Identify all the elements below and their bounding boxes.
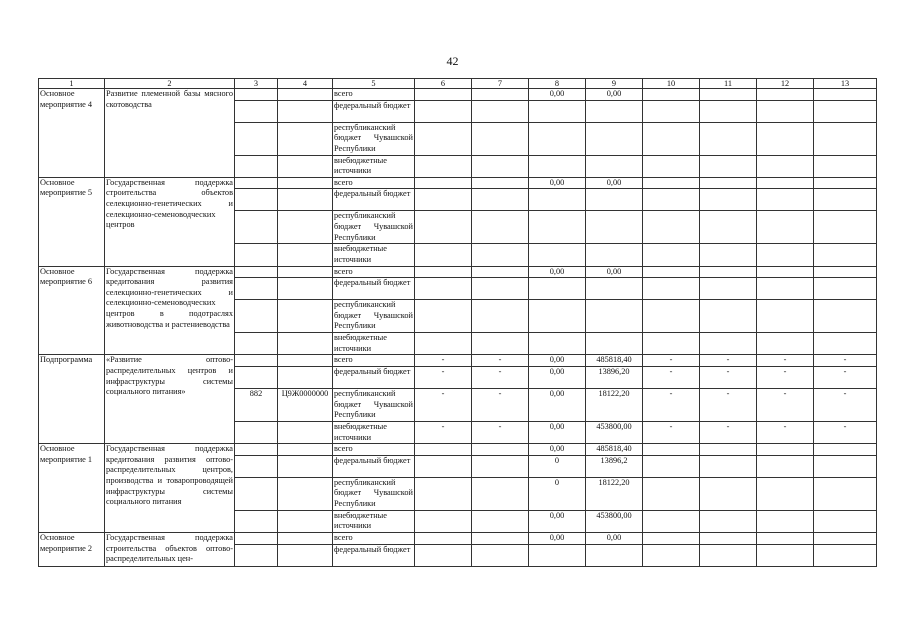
budget-code-csr: [278, 300, 333, 333]
value-cell: -: [643, 366, 700, 388]
value-cell: [700, 477, 757, 510]
value-cell: 453800,00: [586, 421, 643, 443]
col-header: 10: [643, 79, 700, 89]
value-cell: [700, 177, 757, 189]
value-cell: [757, 300, 814, 333]
budget-code-grbs: 882: [235, 388, 278, 421]
value-cell: [643, 189, 700, 211]
value-cell: -: [757, 421, 814, 443]
funding-source: внебюджетные источники: [333, 333, 415, 355]
value-cell: -: [472, 366, 529, 388]
budget-code-csr: [278, 155, 333, 177]
value-cell: [643, 532, 700, 544]
value-cell: [814, 211, 877, 244]
measure-title: «Развитие оптово-распределительных центров и инфраструктуры системы социального питания»: [105, 355, 235, 444]
value-cell: -: [814, 421, 877, 443]
value-cell: [415, 278, 472, 300]
budget-code-csr: Ц9Ж0000000: [278, 388, 333, 421]
value-cell: [586, 155, 643, 177]
budget-code-grbs: [235, 421, 278, 443]
value-cell: [643, 244, 700, 266]
col-header: 7: [472, 79, 529, 89]
value-cell: -: [472, 388, 529, 421]
value-cell: [757, 189, 814, 211]
value-cell: [700, 300, 757, 333]
budget-code-grbs: [235, 177, 278, 189]
value-cell: [643, 177, 700, 189]
value-cell: [415, 100, 472, 122]
value-cell: [529, 100, 586, 122]
value-cell: [700, 122, 757, 155]
value-cell: [643, 333, 700, 355]
measure-title: Государственная поддержка строительства объектов селекционно-генетических и селекционно-семеноводческих центров: [105, 177, 235, 266]
funding-source: всего: [333, 355, 415, 367]
funding-source: федеральный бюджет: [333, 189, 415, 211]
value-cell: [700, 278, 757, 300]
value-cell: [814, 333, 877, 355]
value-cell: [472, 89, 529, 101]
value-cell: [700, 89, 757, 101]
budget-code-grbs: [235, 266, 278, 278]
value-cell: [472, 266, 529, 278]
value-cell: 485818,40: [586, 355, 643, 367]
value-cell: [586, 300, 643, 333]
value-cell: [472, 544, 529, 566]
col-header: 12: [757, 79, 814, 89]
budget-code-grbs: [235, 544, 278, 566]
value-cell: [472, 455, 529, 477]
value-cell: [700, 244, 757, 266]
value-cell: -: [472, 421, 529, 443]
value-cell: [643, 211, 700, 244]
value-cell: [757, 532, 814, 544]
funding-source: федеральный бюджет: [333, 100, 415, 122]
value-cell: [643, 278, 700, 300]
value-cell: -: [700, 355, 757, 367]
value-cell: [757, 100, 814, 122]
value-cell: [472, 122, 529, 155]
value-cell: [415, 333, 472, 355]
funding-source: всего: [333, 177, 415, 189]
value-cell: [814, 244, 877, 266]
budget-code-csr: [278, 266, 333, 278]
value-cell: [472, 532, 529, 544]
value-cell: [643, 122, 700, 155]
funding-source: федеральный бюджет: [333, 366, 415, 388]
budget-code-grbs: [235, 300, 278, 333]
value-cell: [643, 100, 700, 122]
value-cell: -: [415, 366, 472, 388]
value-cell: [529, 278, 586, 300]
value-cell: [643, 444, 700, 456]
funding-source: республиканский бюджет Чувашской Республики: [333, 211, 415, 244]
value-cell: [415, 300, 472, 333]
col-header: 8: [529, 79, 586, 89]
budget-code-grbs: [235, 155, 278, 177]
measure-name: Основное мероприятие 6: [39, 266, 105, 355]
budget-code-csr: [278, 89, 333, 101]
value-cell: -: [814, 366, 877, 388]
measure-name: Основное мероприятие 5: [39, 177, 105, 266]
value-cell: [757, 244, 814, 266]
value-cell: [529, 300, 586, 333]
value-cell: [586, 189, 643, 211]
measure-name: Основное мероприятие 4: [39, 89, 105, 178]
col-header: 5: [333, 79, 415, 89]
budget-code-csr: [278, 100, 333, 122]
value-cell: [643, 89, 700, 101]
budget-code-csr: [278, 532, 333, 544]
column-number-row: [39, 79, 877, 89]
value-cell: [415, 477, 472, 510]
value-cell: [814, 278, 877, 300]
value-cell: [586, 544, 643, 566]
value-cell: [586, 122, 643, 155]
value-cell: -: [643, 388, 700, 421]
funding-source: республиканский бюджет Чувашской Республики: [333, 300, 415, 333]
funding-source: всего: [333, 532, 415, 544]
value-cell: [757, 266, 814, 278]
value-cell: [529, 189, 586, 211]
value-cell: [472, 100, 529, 122]
table-row: [39, 532, 877, 544]
col-header: 13: [814, 79, 877, 89]
value-cell: [415, 189, 472, 211]
value-cell: [529, 244, 586, 266]
value-cell: [757, 278, 814, 300]
value-cell: [472, 300, 529, 333]
table-row: [39, 177, 877, 189]
budget-code-csr: [278, 177, 333, 189]
table-row: [39, 89, 877, 101]
value-cell: 485818,40: [586, 444, 643, 456]
measure-name: Основное мероприятие 1: [39, 444, 105, 533]
value-cell: [586, 333, 643, 355]
value-cell: 0,00: [529, 388, 586, 421]
value-cell: [814, 100, 877, 122]
col-header: 11: [700, 79, 757, 89]
budget-code-grbs: [235, 122, 278, 155]
value-cell: [415, 177, 472, 189]
value-cell: [814, 266, 877, 278]
value-cell: 0,00: [529, 177, 586, 189]
value-cell: [415, 122, 472, 155]
value-cell: [814, 510, 877, 532]
funding-source: республиканский бюджет Чувашской Республики: [333, 122, 415, 155]
budget-code-grbs: [235, 444, 278, 456]
col-header: 1: [39, 79, 105, 89]
value-cell: [643, 155, 700, 177]
measure-title: Государственная поддержка строительства объектов оптово-распределительных цен-: [105, 532, 235, 566]
value-cell: [472, 278, 529, 300]
value-cell: [472, 155, 529, 177]
value-cell: [757, 477, 814, 510]
value-cell: [586, 211, 643, 244]
value-cell: [415, 455, 472, 477]
value-cell: [643, 455, 700, 477]
value-cell: [700, 444, 757, 456]
page-number: 42: [446, 54, 459, 68]
value-cell: [700, 333, 757, 355]
funding-source: внебюджетные источники: [333, 244, 415, 266]
table-row: [39, 355, 877, 367]
value-cell: [757, 510, 814, 532]
value-cell: 0,00: [586, 532, 643, 544]
funding-source: всего: [333, 89, 415, 101]
value-cell: 453800,00: [586, 510, 643, 532]
value-cell: [472, 444, 529, 456]
value-cell: 0,00: [529, 266, 586, 278]
value-cell: [700, 266, 757, 278]
value-cell: [415, 89, 472, 101]
value-cell: [586, 244, 643, 266]
value-cell: [529, 544, 586, 566]
value-cell: -: [415, 421, 472, 443]
value-cell: [700, 532, 757, 544]
value-cell: -: [757, 366, 814, 388]
measure-title: Государственная поддержка кредитования развития оптово-распределительных центров, производства и товаропроводящей инфраструктуры системы социального питания: [105, 444, 235, 533]
budget-code-grbs: [235, 532, 278, 544]
value-cell: [700, 100, 757, 122]
budget-code-csr: [278, 355, 333, 367]
value-cell: [415, 544, 472, 566]
col-header: 3: [235, 79, 278, 89]
budget-code-grbs: [235, 244, 278, 266]
value-cell: [814, 477, 877, 510]
value-cell: [472, 510, 529, 532]
value-cell: 0: [529, 455, 586, 477]
value-cell: [472, 333, 529, 355]
budget-code-csr: [278, 189, 333, 211]
budget-code-csr: [278, 366, 333, 388]
value-cell: -: [814, 355, 877, 367]
funding-source: внебюджетные источники: [333, 421, 415, 443]
value-cell: -: [415, 388, 472, 421]
value-cell: [757, 155, 814, 177]
value-cell: 0,00: [529, 510, 586, 532]
value-cell: [757, 122, 814, 155]
budget-code-csr: [278, 510, 333, 532]
funding-source: федеральный бюджет: [333, 544, 415, 566]
table-row: [39, 266, 877, 278]
value-cell: -: [700, 366, 757, 388]
value-cell: [643, 544, 700, 566]
value-cell: [415, 510, 472, 532]
value-cell: 0,00: [529, 532, 586, 544]
value-cell: 0,00: [586, 177, 643, 189]
value-cell: -: [757, 355, 814, 367]
funding-source: федеральный бюджет: [333, 278, 415, 300]
funding-source: федеральный бюджет: [333, 455, 415, 477]
value-cell: -: [472, 355, 529, 367]
value-cell: [814, 444, 877, 456]
value-cell: [472, 477, 529, 510]
budget-code-csr: [278, 244, 333, 266]
measure-title: Государственная поддержка кредитования развития селекционно-генетических и селекционно-семеноводческих центров в подотраслях животноводства и растениеводства: [105, 266, 235, 355]
value-cell: [757, 177, 814, 189]
value-cell: [643, 477, 700, 510]
value-cell: 0,00: [529, 89, 586, 101]
budget-code-grbs: [235, 278, 278, 300]
value-cell: -: [415, 355, 472, 367]
value-cell: 0,00: [529, 421, 586, 443]
value-cell: [586, 100, 643, 122]
value-cell: [814, 155, 877, 177]
table-row: [39, 444, 877, 456]
funding-source: всего: [333, 444, 415, 456]
budget-code-csr: [278, 455, 333, 477]
funding-source: внебюджетные источники: [333, 155, 415, 177]
budget-code-csr: [278, 477, 333, 510]
value-cell: [415, 532, 472, 544]
budget-code-grbs: [235, 189, 278, 211]
budget-code-csr: [278, 544, 333, 566]
col-header: 9: [586, 79, 643, 89]
value-cell: [415, 211, 472, 244]
budget-code-grbs: [235, 455, 278, 477]
value-cell: [586, 278, 643, 300]
value-cell: [472, 189, 529, 211]
value-cell: 0,00: [586, 266, 643, 278]
value-cell: [529, 333, 586, 355]
value-cell: [757, 211, 814, 244]
budget-code-grbs: [235, 333, 278, 355]
value-cell: [700, 155, 757, 177]
funding-source: республиканский бюджет Чувашской Республики: [333, 388, 415, 421]
budget-code-csr: [278, 278, 333, 300]
value-cell: 0,00: [586, 89, 643, 101]
value-cell: [415, 444, 472, 456]
value-cell: -: [700, 421, 757, 443]
value-cell: [415, 266, 472, 278]
budget-code-csr: [278, 444, 333, 456]
col-header: 2: [105, 79, 235, 89]
value-cell: [700, 455, 757, 477]
value-cell: [415, 244, 472, 266]
value-cell: -: [643, 421, 700, 443]
budget-code-csr: [278, 211, 333, 244]
budget-code-csr: [278, 421, 333, 443]
value-cell: [700, 544, 757, 566]
budget-code-grbs: [235, 89, 278, 101]
value-cell: [814, 177, 877, 189]
value-cell: 0,00: [529, 444, 586, 456]
funding-source: внебюджетные источники: [333, 510, 415, 532]
measure-title: Развитие племенной базы мясного скотоводства: [105, 89, 235, 178]
col-header: 4: [278, 79, 333, 89]
value-cell: [529, 122, 586, 155]
value-cell: 0: [529, 477, 586, 510]
value-cell: 0,00: [529, 366, 586, 388]
value-cell: [700, 510, 757, 532]
value-cell: [814, 544, 877, 566]
value-cell: [757, 444, 814, 456]
value-cell: [814, 122, 877, 155]
budget-code-grbs: [235, 477, 278, 510]
value-cell: 13896,2: [586, 455, 643, 477]
value-cell: [472, 244, 529, 266]
value-cell: [814, 455, 877, 477]
funding-source: всего: [333, 266, 415, 278]
value-cell: [643, 300, 700, 333]
value-cell: [757, 455, 814, 477]
value-cell: -: [814, 388, 877, 421]
value-cell: [472, 177, 529, 189]
value-cell: [529, 155, 586, 177]
value-cell: -: [700, 388, 757, 421]
budget-code-grbs: [235, 211, 278, 244]
measure-name: Подпрограмма: [39, 355, 105, 444]
value-cell: [757, 89, 814, 101]
value-cell: [643, 266, 700, 278]
value-cell: 18122,20: [586, 477, 643, 510]
budget-code-csr: [278, 122, 333, 155]
value-cell: [814, 300, 877, 333]
value-cell: 18122,20: [586, 388, 643, 421]
budget-code-grbs: [235, 510, 278, 532]
budget-code-grbs: [235, 100, 278, 122]
value-cell: 0,00: [529, 355, 586, 367]
funding-source: республиканский бюджет Чувашской Республики: [333, 477, 415, 510]
value-cell: [529, 211, 586, 244]
value-cell: [814, 189, 877, 211]
value-cell: [415, 155, 472, 177]
value-cell: [472, 211, 529, 244]
budget-code-grbs: [235, 355, 278, 367]
value-cell: [757, 333, 814, 355]
value-cell: 13896,20: [586, 366, 643, 388]
value-cell: [814, 89, 877, 101]
value-cell: -: [757, 388, 814, 421]
value-cell: [643, 510, 700, 532]
col-header: 6: [415, 79, 472, 89]
budget-table: [38, 78, 877, 567]
budget-code-csr: [278, 333, 333, 355]
budget-code-grbs: [235, 366, 278, 388]
value-cell: [757, 544, 814, 566]
value-cell: -: [643, 355, 700, 367]
measure-name: Основное мероприятие 2: [39, 532, 105, 566]
value-cell: [700, 211, 757, 244]
value-cell: [814, 532, 877, 544]
value-cell: [700, 189, 757, 211]
